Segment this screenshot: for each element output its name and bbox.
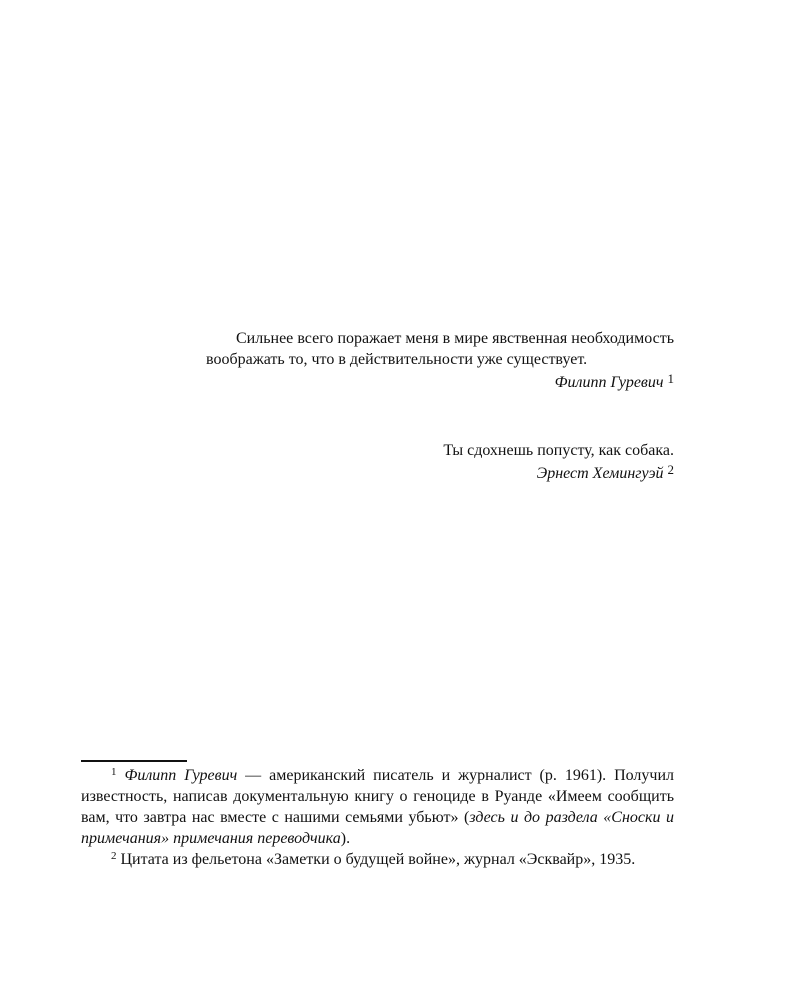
footnote-ref[interactable]: 1 bbox=[667, 371, 674, 386]
footnote-mark: 1 bbox=[111, 766, 117, 778]
footnote-name: Филипп Гуревич bbox=[124, 767, 238, 784]
epigraph-attribution bbox=[206, 463, 674, 484]
footnote-text: — американский писатель и журналист (р. 1961). Получил известность, написав документальную книгу о геноциде в Руанде «Имеем сообщить вам, что завтра нас вместе с нашими семьями убьют» ( bbox=[81, 767, 675, 826]
epigraph-quote: Ты сдохнешь попусту, как собака. bbox=[443, 442, 674, 459]
footnote-ref[interactable]: 2 bbox=[667, 462, 674, 477]
epigraph-attribution bbox=[206, 372, 674, 393]
epigraph-author: Эрнест Хемингуэй bbox=[536, 465, 664, 482]
epigraph-quote: Сильнее всего поражает меня в мире явственная необходимость воображать то, что в действительности уже существует. bbox=[206, 330, 674, 368]
translator-note: здесь и до раздела «Сноски и примечания» примечания переводчика bbox=[81, 809, 675, 847]
epigraph-hemingway bbox=[206, 440, 674, 484]
footnote-divider bbox=[81, 760, 187, 762]
footnote-text: Цитата из фельетона «Заметки о будущей войне», журнал «Эсквайр», 1935. bbox=[120, 851, 636, 868]
footnote-text-end: ). bbox=[340, 830, 351, 847]
footnotes bbox=[81, 765, 674, 870]
footnote-1 bbox=[81, 765, 674, 849]
footnote-mark: 2 bbox=[111, 850, 117, 862]
epigraph-gourevitch bbox=[206, 328, 674, 393]
footnote-2 bbox=[81, 849, 674, 870]
epigraph-author: Филипп Гуревич bbox=[554, 374, 664, 391]
